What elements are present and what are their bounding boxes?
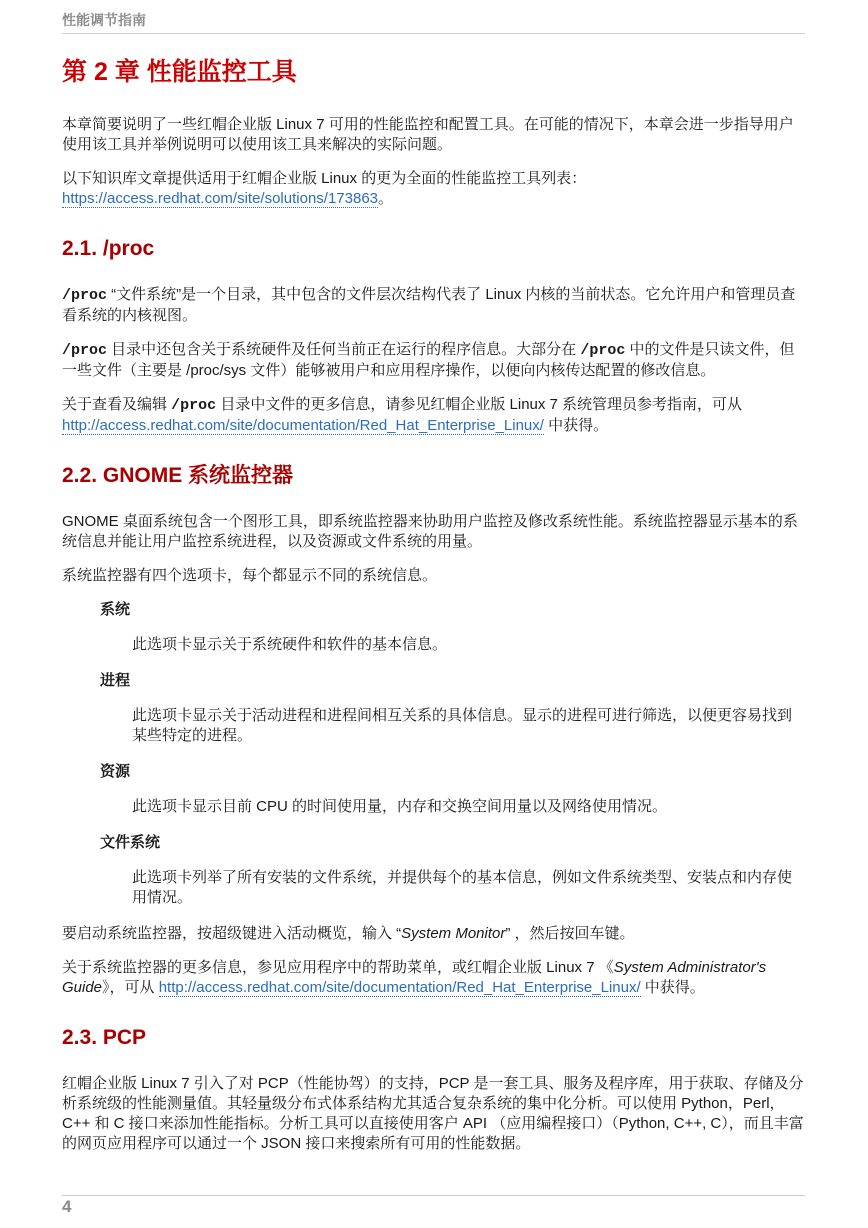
tab-desc-processes: 此选项卡显示关于活动进程和进程间相互关系的具体信息。显示的进程可进行筛选，以便更容易找到某些特定的进程。 xyxy=(132,707,793,744)
intro-end: 。 xyxy=(378,190,394,207)
proc-paragraph-2 xyxy=(62,340,805,381)
gnome-paragraph-2: 系统监控器有四个选项卡，每个都显示不同的系统信息。 xyxy=(62,567,438,584)
tab-term-system: 系统 xyxy=(100,601,131,618)
gnome-p4-text-2: 》，可从 xyxy=(102,979,159,996)
proc-command: /proc xyxy=(171,397,217,414)
intro-paragraph-2 xyxy=(62,169,805,209)
tab-desc-filesystems: 此选项卡列举了所有安装的文件系统，并提供每个的基本信息，例如文件系统类型、安装点和内存使用情况。 xyxy=(132,869,793,906)
gnome-paragraph-1: GNOME 桌面系统包含一个图形工具，即系统监控器来协助用户监控及修改系统性能。系统监控器显示基本的系统信息并能让用户监控系统进程，以及资源或文件系统的用量。 xyxy=(62,513,798,550)
proc-p1-text: “文件系统”是一个目录，其中包含的文件层次结构代表了 Linux 内核的当前状态。它允许用户和管理员查看系统的内核视图。 xyxy=(62,286,796,324)
proc-p2-text-1: 目录中还包含关于系统硬件及任何当前正在运行的程序信息。大部分在 xyxy=(107,341,581,358)
gnome-p4-text-3: 中获得。 xyxy=(640,979,705,996)
page-number: 4 xyxy=(62,1197,72,1216)
main-content xyxy=(62,55,805,1168)
kb-article-link[interactable]: https://access.redhat.com/site/solutions/173863 xyxy=(62,190,379,207)
section-title-pcp: 2.3. PCP xyxy=(62,1026,147,1049)
header-divider xyxy=(62,33,805,34)
tab-term-processes: 进程 xyxy=(100,672,131,689)
gnome-p3-text-2: ” ，然后按回车键。 xyxy=(505,925,635,942)
running-header: 性能调节指南 xyxy=(62,12,146,28)
proc-command: /proc xyxy=(62,287,108,304)
tab-desc-resources: 此选项卡显示目前 CPU 的时间使用量，内存和交换空间用量以及网络使用情况。 xyxy=(132,798,668,815)
proc-paragraph-3 xyxy=(62,395,805,436)
rhel-docs-link[interactable]: http://access.redhat.com/site/documentation/Red_Hat_Enterprise_Linux/ xyxy=(62,417,544,434)
tab-list xyxy=(62,600,805,908)
gnome-paragraph-4 xyxy=(62,958,805,998)
proc-p3-text-2: 目录中文件的更多信息，请参见红帽企业版 Linux 7 系统管理员参考指南，可从 xyxy=(216,396,743,413)
tab-term-resources: 资源 xyxy=(100,763,131,780)
tab-term-filesystems: 文件系统 xyxy=(100,834,161,851)
intro-text: 以下知识库文章提供适用于红帽企业版 Linux 的更为全面的性能监控工具列表： xyxy=(62,170,587,187)
footer-divider xyxy=(62,1195,805,1196)
proc-p3-text-1: 关于查看及编辑 xyxy=(62,396,172,413)
section-title-gnome: 2.2. GNOME 系统监控器 xyxy=(62,464,294,487)
admin-guide-title: System Administrator's Guide xyxy=(62,959,767,996)
intro-paragraph-1: 本章简要说明了一些红帽企业版 Linux 7 可用的性能监控和配置工具。在可能的情况下，本章会进一步指导用户使用该工具并举例说明可以使用该工具来解决的实际问题。 xyxy=(62,116,794,153)
pcp-paragraph-1: 红帽企业版 Linux 7 引入了对 PCP（性能协驾）的支持，PCP 是一套工具、服务及程序库，用于获取、存储及分析系统级的性能测量值。其轻量级分布式体系结构尤其适合复杂系统的集中化分析。可以使用 Python，Perl，C++ 和 C 接口来添加性能指标。分析工具可以直接使用客户 API （应用编程接口）（Python, C++, C），而且丰富的网页应用程序可以通过一个 JSON 接口来搜索所有可用的性能数据。 xyxy=(62,1075,804,1152)
gnome-p3-text-1: 要启动系统监控器，按超级键进入活动概览，输入 “ xyxy=(62,925,402,942)
tab-desc-system: 此选项卡显示关于系统硬件和软件的基本信息。 xyxy=(132,636,448,653)
chapter-title: 第 2 章 性能监控工具 xyxy=(62,58,297,86)
gnome-paragraph-3 xyxy=(62,924,805,944)
system-monitor-term: System Monitor xyxy=(401,925,506,942)
proc-p3-text-3: 中获得。 xyxy=(543,417,609,434)
rhel-docs-link[interactable]: http://access.redhat.com/site/documentation/Red_Hat_Enterprise_Linux/ xyxy=(158,979,641,996)
proc-paragraph-1 xyxy=(62,285,805,326)
proc-p2-text-2: 中的文件是只读文件，但一些文件（主要是 /proc/sys 文件）能够被用户和应用程序操作，以便向内核传达配置的修改信息。 xyxy=(62,341,795,379)
proc-command: /proc xyxy=(580,342,626,359)
proc-command: /proc xyxy=(62,342,108,359)
gnome-p4-text-1: 关于系统监控器的更多信息，参见应用程序中的帮助菜单，或红帽企业版 Linux 7 《 xyxy=(62,959,614,976)
page xyxy=(62,0,805,1228)
section-title-proc: 2.1. /proc xyxy=(62,237,155,260)
